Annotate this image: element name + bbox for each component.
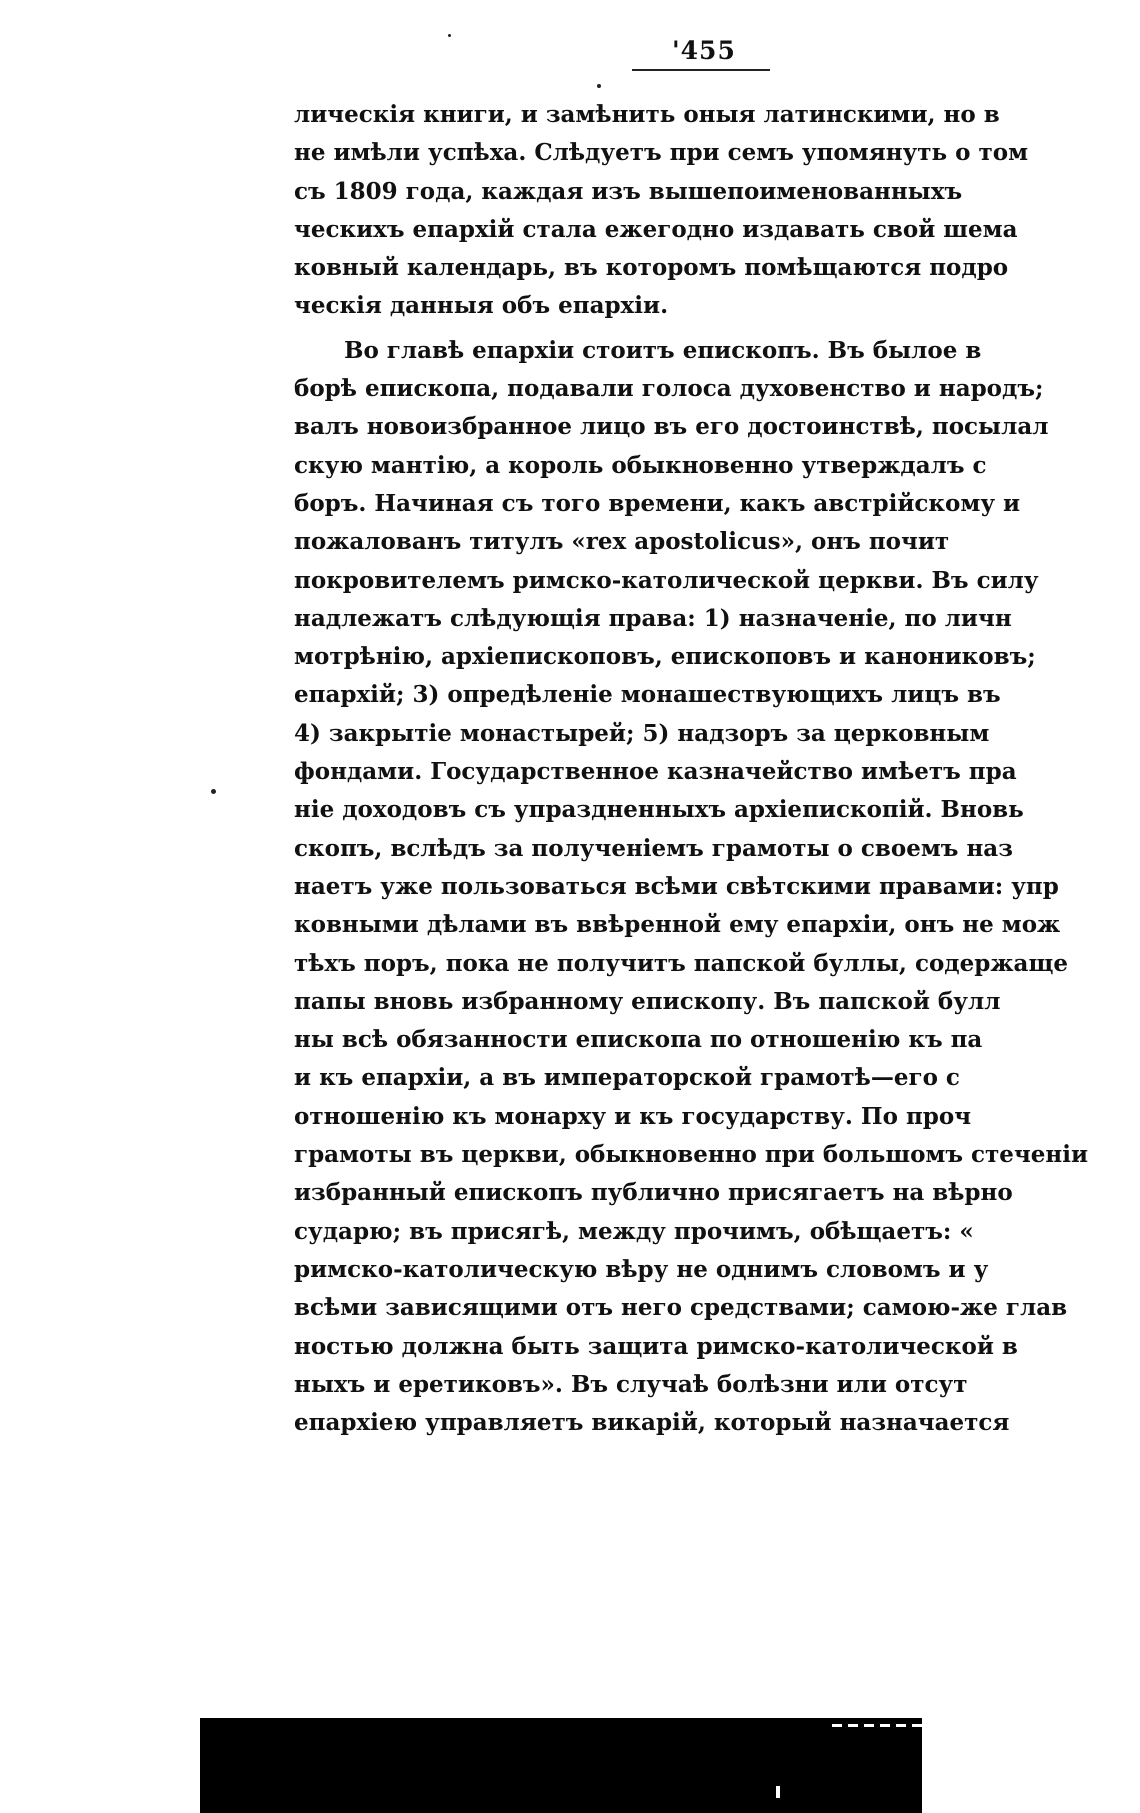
text-line: ны всѣ обязанности епископа по отношенію къ па — [294, 1026, 983, 1054]
scan-bottom-edge — [200, 1718, 922, 1813]
text-line: ковный календарь, въ которомъ помѣщаются подро — [294, 254, 1009, 282]
text-line: скопъ, вслѣдъ за полученіемъ грамоты о своемъ наз — [294, 834, 1013, 862]
text-line: мотрѣнію, архіепископовъ, епископовъ и канониковъ; — [294, 643, 1036, 671]
scan-bottom-mark — [776, 1786, 780, 1798]
text-line: не имѣли успѣха. Слѣдуетъ при семъ упомянуть о том — [294, 139, 1029, 167]
scan-speck-top — [448, 34, 451, 37]
text-line: фондами. Государственное казначейство имѣетъ пра — [294, 758, 1017, 786]
paragraph — [294, 96, 1029, 326]
text-line: грамоты въ церкви, обыкновенно при большомъ стеченіи — [294, 1141, 1089, 1169]
text-line: ніе доходовъ съ упраздненныхъ архіепископій. Вновь — [294, 796, 1024, 824]
text-line: римско-католическую вѣру не однимъ словомъ и у — [294, 1255, 989, 1283]
text-line: наетъ уже пользоваться всѣми свѣтскими правами: упр — [294, 872, 1059, 900]
text-block — [294, 96, 1089, 1536]
header-rule — [632, 69, 770, 71]
text-line: съ 1809 года, каждая изъ вышепоименованныхъ — [294, 177, 963, 205]
page-number: '455 — [672, 36, 736, 65]
text-line: покровителемъ римско-католической церкви. Въ силу — [294, 566, 1039, 594]
scan-speck-margin — [211, 789, 216, 794]
text-line: ностью должна быть защита римско-католической в — [294, 1332, 1018, 1360]
text-line: Во главѣ епархіи стоитъ епископъ. Въ былое в — [344, 336, 982, 364]
paragraph — [294, 332, 1089, 1443]
text-line: и къ епархіи, а въ императорской грамотѣ—его с — [294, 1064, 960, 1092]
text-line: сударю; въ присягѣ, между прочимъ, обѣщаетъ: « — [294, 1217, 974, 1245]
text-line: ковными дѣлами въ ввѣренной ему епархіи, онъ не мож — [294, 911, 1061, 939]
text-line: борѣ епископа, подавали голоса духовенство и народъ; — [294, 375, 1044, 403]
text-line: отношенію къ монарху и къ государству. По проч — [294, 1102, 972, 1130]
text-line: ческихъ епархій стала ежегодно издавать свой шема — [294, 215, 1018, 243]
text-line: епархіею управляетъ викарій, который назначается — [294, 1409, 1010, 1437]
text-line: скую мантію, а король обыкновенно утверждалъ с — [294, 451, 987, 479]
text-line: лическія книги, и замѣнить оныя латинскими, но в — [294, 101, 1000, 128]
text-line: тѣхъ поръ, пока не получитъ папской буллы, содержаще — [294, 949, 1068, 977]
text-line: боръ. Начиная съ того времени, какъ австрійскому и — [294, 489, 1021, 517]
text-line: надлежатъ слѣдующія права: 1) назначеніе, по личн — [294, 604, 1012, 632]
text-line: пожалованъ титулъ «rex apostolicus», онъ почит — [294, 528, 950, 556]
text-line: епархій; 3) опредѣленіе монашествующихъ лицъ въ — [294, 681, 1001, 709]
text-line: ческія данныя объ епархіи. — [294, 292, 669, 320]
text-line: папы вновь избранному епископу. Въ папской булл — [294, 987, 1001, 1015]
scan-speck-upper — [597, 84, 601, 88]
text-line: 4) закрытіе монастырей; 5) надзоръ за церковным — [294, 719, 990, 747]
text-line: ныхъ и еретиковъ». Въ случаѣ болѣзни или отсут — [294, 1370, 968, 1398]
text-line: избранный епископъ публично присягаетъ на вѣрно — [294, 1179, 1013, 1207]
text-line: валъ новоизбранное лицо въ его достоинствѣ, посылал — [294, 413, 1049, 441]
text-line: всѣми зависящими отъ него средствами; самою-же глав — [294, 1294, 1068, 1322]
scan-bottom-dots — [832, 1724, 922, 1727]
